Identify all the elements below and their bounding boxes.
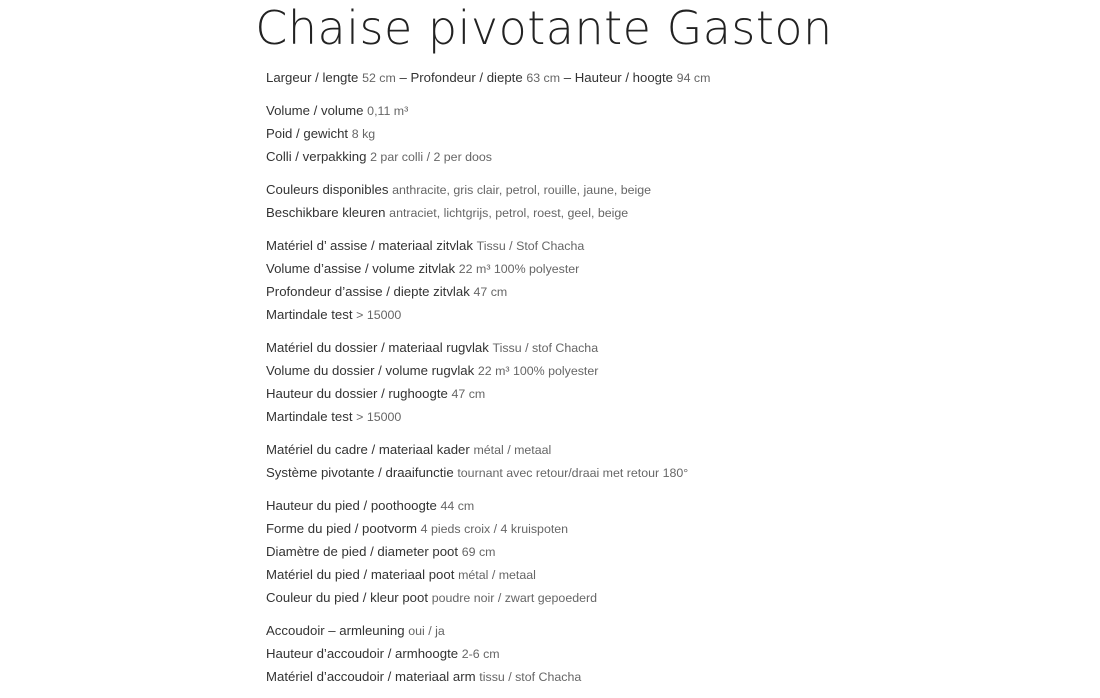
spec-label: Diamètre de pied / diameter poot bbox=[266, 544, 459, 559]
spec-label: Matériel du pied / materiaal poot bbox=[266, 567, 455, 582]
spec-line bbox=[266, 405, 1026, 428]
spec-value: Tissu / stof Chacha bbox=[492, 341, 599, 355]
spec-line bbox=[266, 540, 1026, 563]
spec-line bbox=[266, 99, 1026, 122]
spec-line bbox=[266, 359, 1026, 382]
spec-label: Matériel d’ assise / materiaal zitvlak bbox=[266, 238, 473, 253]
spec-group bbox=[266, 178, 1026, 224]
spec-line bbox=[266, 257, 1026, 280]
spec-label: Accoudoir – armleuning bbox=[266, 623, 405, 638]
spec-line bbox=[266, 178, 1026, 201]
spec-label: Martindale test bbox=[266, 409, 353, 424]
spec-label: Martindale test bbox=[266, 307, 353, 322]
spec-label: Hauteur du dossier / rughoogte bbox=[266, 386, 448, 401]
spec-value: 2 par colli / 2 per doos bbox=[370, 150, 493, 164]
spec-value: antraciet, lichtgrijs, petrol, roest, geel, beige bbox=[389, 206, 629, 220]
spec-line bbox=[266, 66, 1026, 89]
spec-line bbox=[266, 517, 1026, 540]
spec-label: Matériel d’accoudoir / materiaal arm bbox=[266, 669, 476, 684]
spec-value: Tissu / Stof Chacha bbox=[476, 239, 585, 253]
spec-group bbox=[266, 66, 1026, 89]
spec-label: Volume d’assise / volume zitvlak bbox=[266, 261, 456, 276]
spec-label: Hauteur du pied / poothoogte bbox=[266, 498, 437, 513]
spec-line bbox=[266, 303, 1026, 326]
spec-value: 47 cm bbox=[473, 285, 508, 299]
spec-label: Colli / verpakking bbox=[266, 149, 367, 164]
spec-label: Couleurs disponibles bbox=[266, 182, 389, 197]
spec-value: tournant avec retour/draai met retour 180° bbox=[457, 466, 689, 480]
spec-value: 69 cm bbox=[461, 545, 496, 559]
spec-line bbox=[266, 201, 1026, 224]
spec-label: Matériel du dossier / materiaal rugvlak bbox=[266, 340, 489, 355]
spec-line bbox=[266, 438, 1026, 461]
spec-label: Volume / volume bbox=[266, 103, 364, 118]
spec-group bbox=[266, 336, 1026, 428]
spec-value: 52 cm bbox=[362, 71, 396, 85]
spec-line bbox=[266, 494, 1026, 517]
spec-line bbox=[266, 122, 1026, 145]
spec-value: 47 cm bbox=[451, 387, 486, 401]
spec-group bbox=[266, 619, 1026, 688]
spec-value: 94 cm bbox=[676, 71, 711, 85]
spec-value: tissu / stof Chacha bbox=[479, 670, 582, 684]
spec-label: – Profondeur / diepte bbox=[399, 70, 523, 85]
spec-value: 8 kg bbox=[351, 127, 376, 141]
spec-label: Profondeur d’assise / diepte zitvlak bbox=[266, 284, 470, 299]
spec-value: 22 m³ 100% polyester bbox=[477, 364, 599, 378]
spec-value: > 15000 bbox=[356, 410, 402, 424]
spec-value: 4 pieds croix / 4 kruispoten bbox=[420, 522, 569, 536]
page-title: Chaise pivotante Gaston bbox=[255, 1, 833, 55]
spec-group bbox=[266, 438, 1026, 484]
spec-line bbox=[266, 336, 1026, 359]
spec-label: Poid / gewicht bbox=[266, 126, 349, 141]
spec-value: anthracite, gris clair, petrol, rouille, jaune, beige bbox=[392, 183, 652, 197]
spec-label: Couleur du pied / kleur poot bbox=[266, 590, 429, 605]
spec-label: – Hauteur / hoogte bbox=[563, 70, 673, 85]
spec-value: métal / metaal bbox=[473, 443, 552, 457]
spec-line bbox=[266, 382, 1026, 405]
spec-label: Matériel du cadre / materiaal kader bbox=[266, 442, 470, 457]
spec-line bbox=[266, 461, 1026, 484]
spec-list bbox=[266, 66, 1026, 698]
spec-value: 2-6 cm bbox=[461, 647, 500, 661]
spec-label: Largeur / lengte bbox=[266, 70, 359, 85]
spec-label: Forme du pied / pootvorm bbox=[266, 521, 417, 536]
spec-line bbox=[266, 234, 1026, 257]
spec-line bbox=[266, 563, 1026, 586]
spec-label: Beschikbare kleuren bbox=[266, 205, 386, 220]
spec-value: 63 cm bbox=[526, 71, 561, 85]
spec-group bbox=[266, 494, 1026, 609]
spec-value: 0,11 m³ bbox=[367, 104, 409, 118]
spec-label: Volume du dossier / volume rugvlak bbox=[266, 363, 475, 378]
spec-group bbox=[266, 99, 1026, 168]
spec-line bbox=[266, 619, 1026, 642]
spec-line bbox=[266, 586, 1026, 609]
spec-value: 22 m³ 100% polyester bbox=[458, 262, 580, 276]
spec-label: Hauteur d’accoudoir / armhoogte bbox=[266, 646, 459, 661]
spec-value: oui / ja bbox=[408, 624, 445, 638]
spec-label: Système pivotante / draaifunctie bbox=[266, 465, 454, 480]
spec-value: métal / metaal bbox=[458, 568, 536, 582]
spec-line bbox=[266, 665, 1026, 688]
spec-group bbox=[266, 234, 1026, 326]
spec-line bbox=[266, 642, 1026, 665]
spec-line bbox=[266, 145, 1026, 168]
spec-value: 44 cm bbox=[440, 499, 475, 513]
spec-value: > 15000 bbox=[356, 308, 402, 322]
spec-line bbox=[266, 280, 1026, 303]
spec-value: poudre noir / zwart gepoederd bbox=[431, 591, 598, 605]
